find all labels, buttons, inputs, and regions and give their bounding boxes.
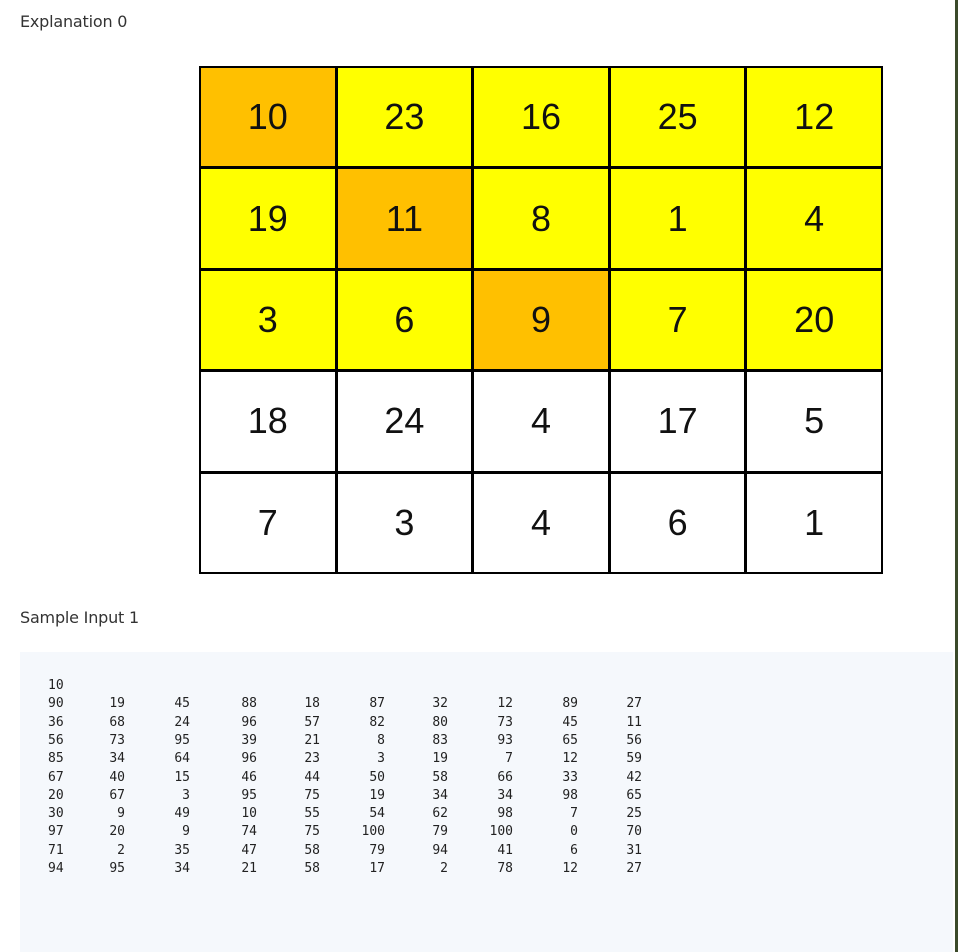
code-value: 73 (497, 714, 513, 730)
code-value: 7 (570, 806, 578, 822)
code-value: 90 (48, 696, 64, 712)
code-value: 88 (241, 696, 257, 712)
code-value: 34 (497, 787, 513, 803)
sample-input-heading: Sample Input 1 (20, 608, 139, 627)
grid-cell: 23 (338, 68, 472, 166)
code-value: 85 (48, 751, 64, 767)
code-value: 9 (117, 806, 125, 822)
grid-cell: 10 (201, 68, 335, 166)
code-value: 75 (304, 787, 320, 803)
grid-cell: 3 (338, 474, 472, 572)
code-value: 42 (626, 769, 642, 785)
code-value: 58 (304, 842, 320, 858)
code-line (20, 788, 720, 804)
code-value: 40 (109, 769, 125, 785)
code-value: 18 (304, 696, 320, 712)
code-value: 70 (626, 824, 642, 840)
code-value: 12 (562, 861, 578, 876)
grid-cell: 19 (201, 169, 335, 267)
code-value: 12 (497, 696, 513, 712)
grid-cell: 4 (474, 474, 608, 572)
code-value: 44 (304, 769, 320, 785)
code-value: 20 (48, 787, 64, 803)
grid-cell: 24 (338, 372, 472, 470)
code-value: 58 (304, 861, 320, 876)
code-value: 34 (432, 787, 448, 803)
grid-cell: 7 (611, 271, 745, 369)
code-value: 98 (497, 806, 513, 822)
code-line (20, 733, 720, 749)
code-value: 19 (432, 751, 448, 767)
grid-cell: 6 (611, 474, 745, 572)
grid-cell: 25 (611, 68, 745, 166)
code-value: 96 (241, 751, 257, 767)
code-value: 87 (369, 696, 385, 712)
code-value: 71 (48, 842, 64, 858)
code-value: 65 (562, 732, 578, 748)
grid-cell: 5 (747, 372, 881, 470)
grid-cell: 8 (474, 169, 608, 267)
grid-cell: 16 (474, 68, 608, 166)
code-value: 95 (174, 732, 190, 748)
code-value: 17 (369, 861, 385, 876)
code-value: 12 (562, 751, 578, 767)
code-line (20, 843, 720, 859)
code-value: 78 (497, 861, 513, 876)
code-value: 55 (304, 806, 320, 822)
grid-cell: 6 (338, 271, 472, 369)
code-value: 36 (48, 714, 64, 730)
explanation-heading: Explanation 0 (20, 12, 128, 31)
code-value: 54 (369, 806, 385, 822)
code-line (20, 751, 720, 767)
code-value: 62 (432, 806, 448, 822)
grid-cell: 18 (201, 372, 335, 470)
grid-cell: 4 (474, 372, 608, 470)
code-value: 45 (562, 714, 578, 730)
code-value: 7 (505, 751, 513, 767)
code-value: 6 (570, 842, 578, 858)
code-value: 57 (304, 714, 320, 730)
code-value: 94 (48, 861, 64, 876)
code-value: 73 (109, 732, 125, 748)
grid-cell: 17 (611, 372, 745, 470)
code-value: 0 (570, 824, 578, 840)
code-value: 83 (432, 732, 448, 748)
code-value: 79 (432, 824, 448, 840)
grid-cell: 7 (201, 474, 335, 572)
code-value: 59 (626, 751, 642, 767)
grid-cell: 20 (747, 271, 881, 369)
code-value: 30 (48, 806, 64, 822)
code-value: 49 (174, 806, 190, 822)
code-value: 66 (497, 769, 513, 785)
code-value: 34 (174, 861, 190, 876)
explanation-grid (199, 66, 883, 574)
code-value: 45 (174, 696, 190, 712)
grid-cell: 1 (747, 474, 881, 572)
code-line (20, 824, 720, 840)
code-value: 39 (241, 732, 257, 748)
code-line (20, 770, 720, 786)
code-value: 33 (562, 769, 578, 785)
code-value: 3 (182, 787, 190, 803)
code-value: 21 (304, 732, 320, 748)
grid-cell: 11 (338, 169, 472, 267)
code-value: 31 (626, 842, 642, 858)
code-value: 11 (626, 714, 642, 730)
grid-cell: 1 (611, 169, 745, 267)
grid-cell: 12 (747, 68, 881, 166)
code-value: 74 (241, 824, 257, 840)
code-value: 68 (109, 714, 125, 730)
code-value: 34 (109, 751, 125, 767)
code-value: 79 (369, 842, 385, 858)
code-value: 95 (109, 861, 125, 876)
code-value: 46 (241, 769, 257, 785)
code-value: 20 (109, 824, 125, 840)
code-value: 9 (182, 824, 190, 840)
code-value: 82 (369, 714, 385, 730)
code-value: 67 (48, 769, 64, 785)
grid-cell: 3 (201, 271, 335, 369)
code-value: 64 (174, 751, 190, 767)
code-value: 21 (241, 861, 257, 876)
grid-cell: 4 (747, 169, 881, 267)
code-value: 93 (497, 732, 513, 748)
code-value: 56 (48, 732, 64, 748)
code-value: 41 (497, 842, 513, 858)
code-value: 65 (626, 787, 642, 803)
code-value: 100 (489, 824, 513, 840)
code-line: 10 (48, 678, 64, 693)
code-value: 56 (626, 732, 642, 748)
code-value: 2 (440, 861, 448, 876)
code-value: 50 (369, 769, 385, 785)
code-value: 19 (369, 787, 385, 803)
code-value: 10 (241, 806, 257, 822)
code-value: 96 (241, 714, 257, 730)
grid-cell: 9 (474, 271, 608, 369)
code-value: 47 (241, 842, 257, 858)
code-value: 3 (377, 751, 385, 767)
code-value: 58 (432, 769, 448, 785)
code-value: 15 (174, 769, 190, 785)
code-value: 27 (626, 861, 642, 876)
code-line (20, 715, 720, 731)
code-line (20, 806, 720, 822)
code-line (20, 861, 720, 877)
code-value: 75 (304, 824, 320, 840)
code-value: 80 (432, 714, 448, 730)
code-value: 32 (432, 696, 448, 712)
code-value: 27 (626, 696, 642, 712)
code-value: 97 (48, 824, 64, 840)
code-value: 100 (361, 824, 385, 840)
code-line (20, 696, 720, 712)
code-value: 19 (109, 696, 125, 712)
code-value: 35 (174, 842, 190, 858)
sample-input-code-block (20, 652, 953, 952)
code-value: 98 (562, 787, 578, 803)
code-value: 23 (304, 751, 320, 767)
code-value: 24 (174, 714, 190, 730)
code-value: 25 (626, 806, 642, 822)
code-value: 2 (117, 842, 125, 858)
code-value: 8 (377, 732, 385, 748)
code-value: 67 (109, 787, 125, 803)
code-value: 89 (562, 696, 578, 712)
code-value: 94 (432, 842, 448, 858)
code-value: 95 (241, 787, 257, 803)
